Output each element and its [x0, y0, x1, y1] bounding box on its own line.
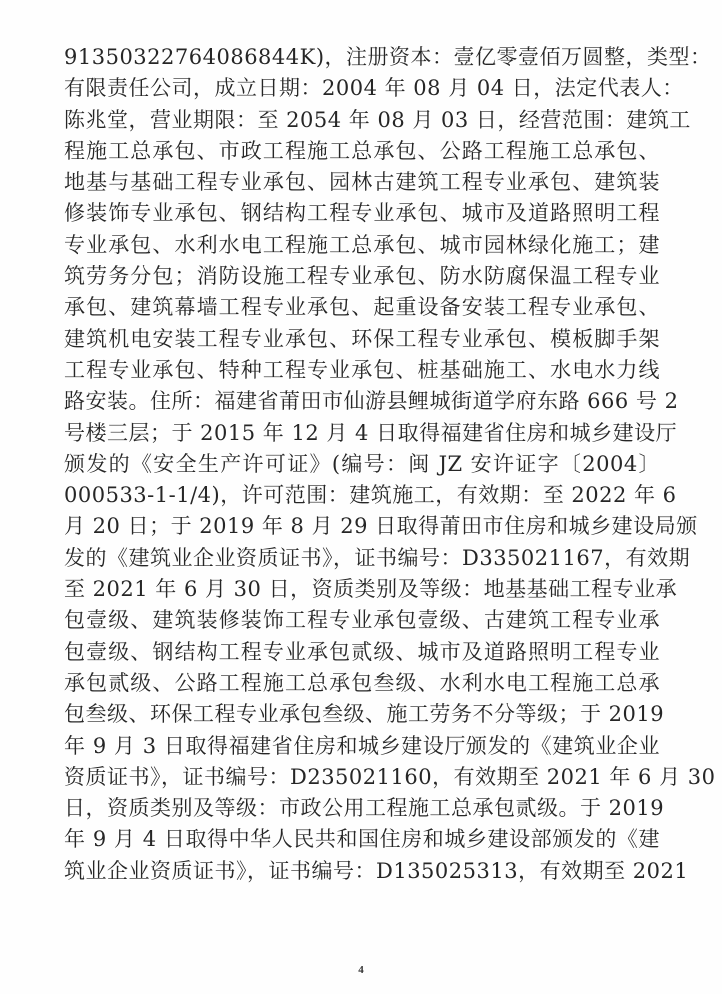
text-line: 专业承包、水利水电工程施工总承包、城市园林绿化施工；建 [64, 232, 660, 257]
text-line: 号楼三层；于 2015 年 12 月 4 日取得福建省住房和城乡建设厅 [64, 420, 678, 445]
text-line: 包壹级、建筑装修装饰工程专业承包壹级、古建筑工程专业承 [64, 608, 660, 633]
text-line: 资质证书》，证书编号：D235021160，有效期至 2021 年 6 月 30 [64, 764, 716, 789]
text-line: 工程专业承包、特种工程专业承包、桩基础施工、水电水力线 [64, 357, 660, 382]
text-line: 筑业企业资质证书》，证书编号：D135025313，有效期至 2021 [64, 858, 689, 883]
body-text [64, 42, 716, 887]
text-line: 程施工总承包、市政工程施工总承包、公路工程施工总承包、 [64, 138, 660, 163]
text-line: 包壹级、钢结构工程专业承包贰级、城市及道路照明工程专业 [64, 639, 660, 664]
text-line: 地基与基础工程专业承包、园林古建筑工程专业承包、建筑装 [64, 170, 660, 195]
page-number: 4 [358, 964, 364, 976]
text-line: 月 20 日；于 2019 年 8 月 29 日取得莆田市住房和城乡建设局颁 [64, 514, 698, 539]
text-line: 修装饰专业承包、钢结构工程专业承包、城市及道路照明工程 [64, 201, 660, 226]
text-line: 颁发的《安全生产许可证》(编号：闽 JZ 安许证字〔2004〕 [64, 451, 660, 476]
text-line: 年 9 月 4 日取得中华人民共和国住房和城乡建设部颁发的《建 [64, 827, 660, 852]
text-line: 91350322764086844K)，注册资本：壹亿零壹佰万圆整，类型： [64, 45, 712, 69]
text-line: 有限责任公司，成立日期：2004 年 08 月 04 日，法定代表人： [64, 76, 684, 101]
text-line: 发的《建筑业企业资质证书》，证书编号：D335021167，有效期 [64, 545, 691, 570]
text-line: 000533-1-1/4)，许可范围：建筑施工，有效期：至 2022 年 6 [64, 483, 677, 508]
text-line: 筑劳务分包；消防设施工程专业承包、防水防腐保温工程专业 [64, 264, 660, 289]
text-line: 承包、建筑幕墙工程专业承包、起重设备安装工程专业承包、 [64, 295, 660, 320]
text-line: 路安装。住所：福建省莆田市仙游县鲤城街道学府东路 666 号 2 [64, 389, 679, 414]
text-line: 年 9 月 3 日取得福建省住房和城乡建设厅颁发的《建筑业企业 [64, 733, 660, 758]
text-line: 日，资质类别及等级：市政公用工程施工总承包贰级。于 2019 [64, 796, 665, 821]
text-line: 陈兆堂，营业期限：至 2054 年 08 月 03 日，经营范围：建筑工 [64, 107, 691, 132]
text-line: 至 2021 年 6 月 30 日，资质类别及等级：地基基础工程专业承 [64, 577, 678, 602]
text-line: 包叁级、环保工程专业承包叁级、施工劳务不分等级；于 2019 [64, 702, 665, 727]
text-line: 承包贰级、公路工程施工总承包叁级、水利水电工程施工总承 [64, 670, 660, 695]
text-line: 建筑机电安装工程专业承包、环保工程专业承包、模板脚手架 [64, 326, 660, 351]
